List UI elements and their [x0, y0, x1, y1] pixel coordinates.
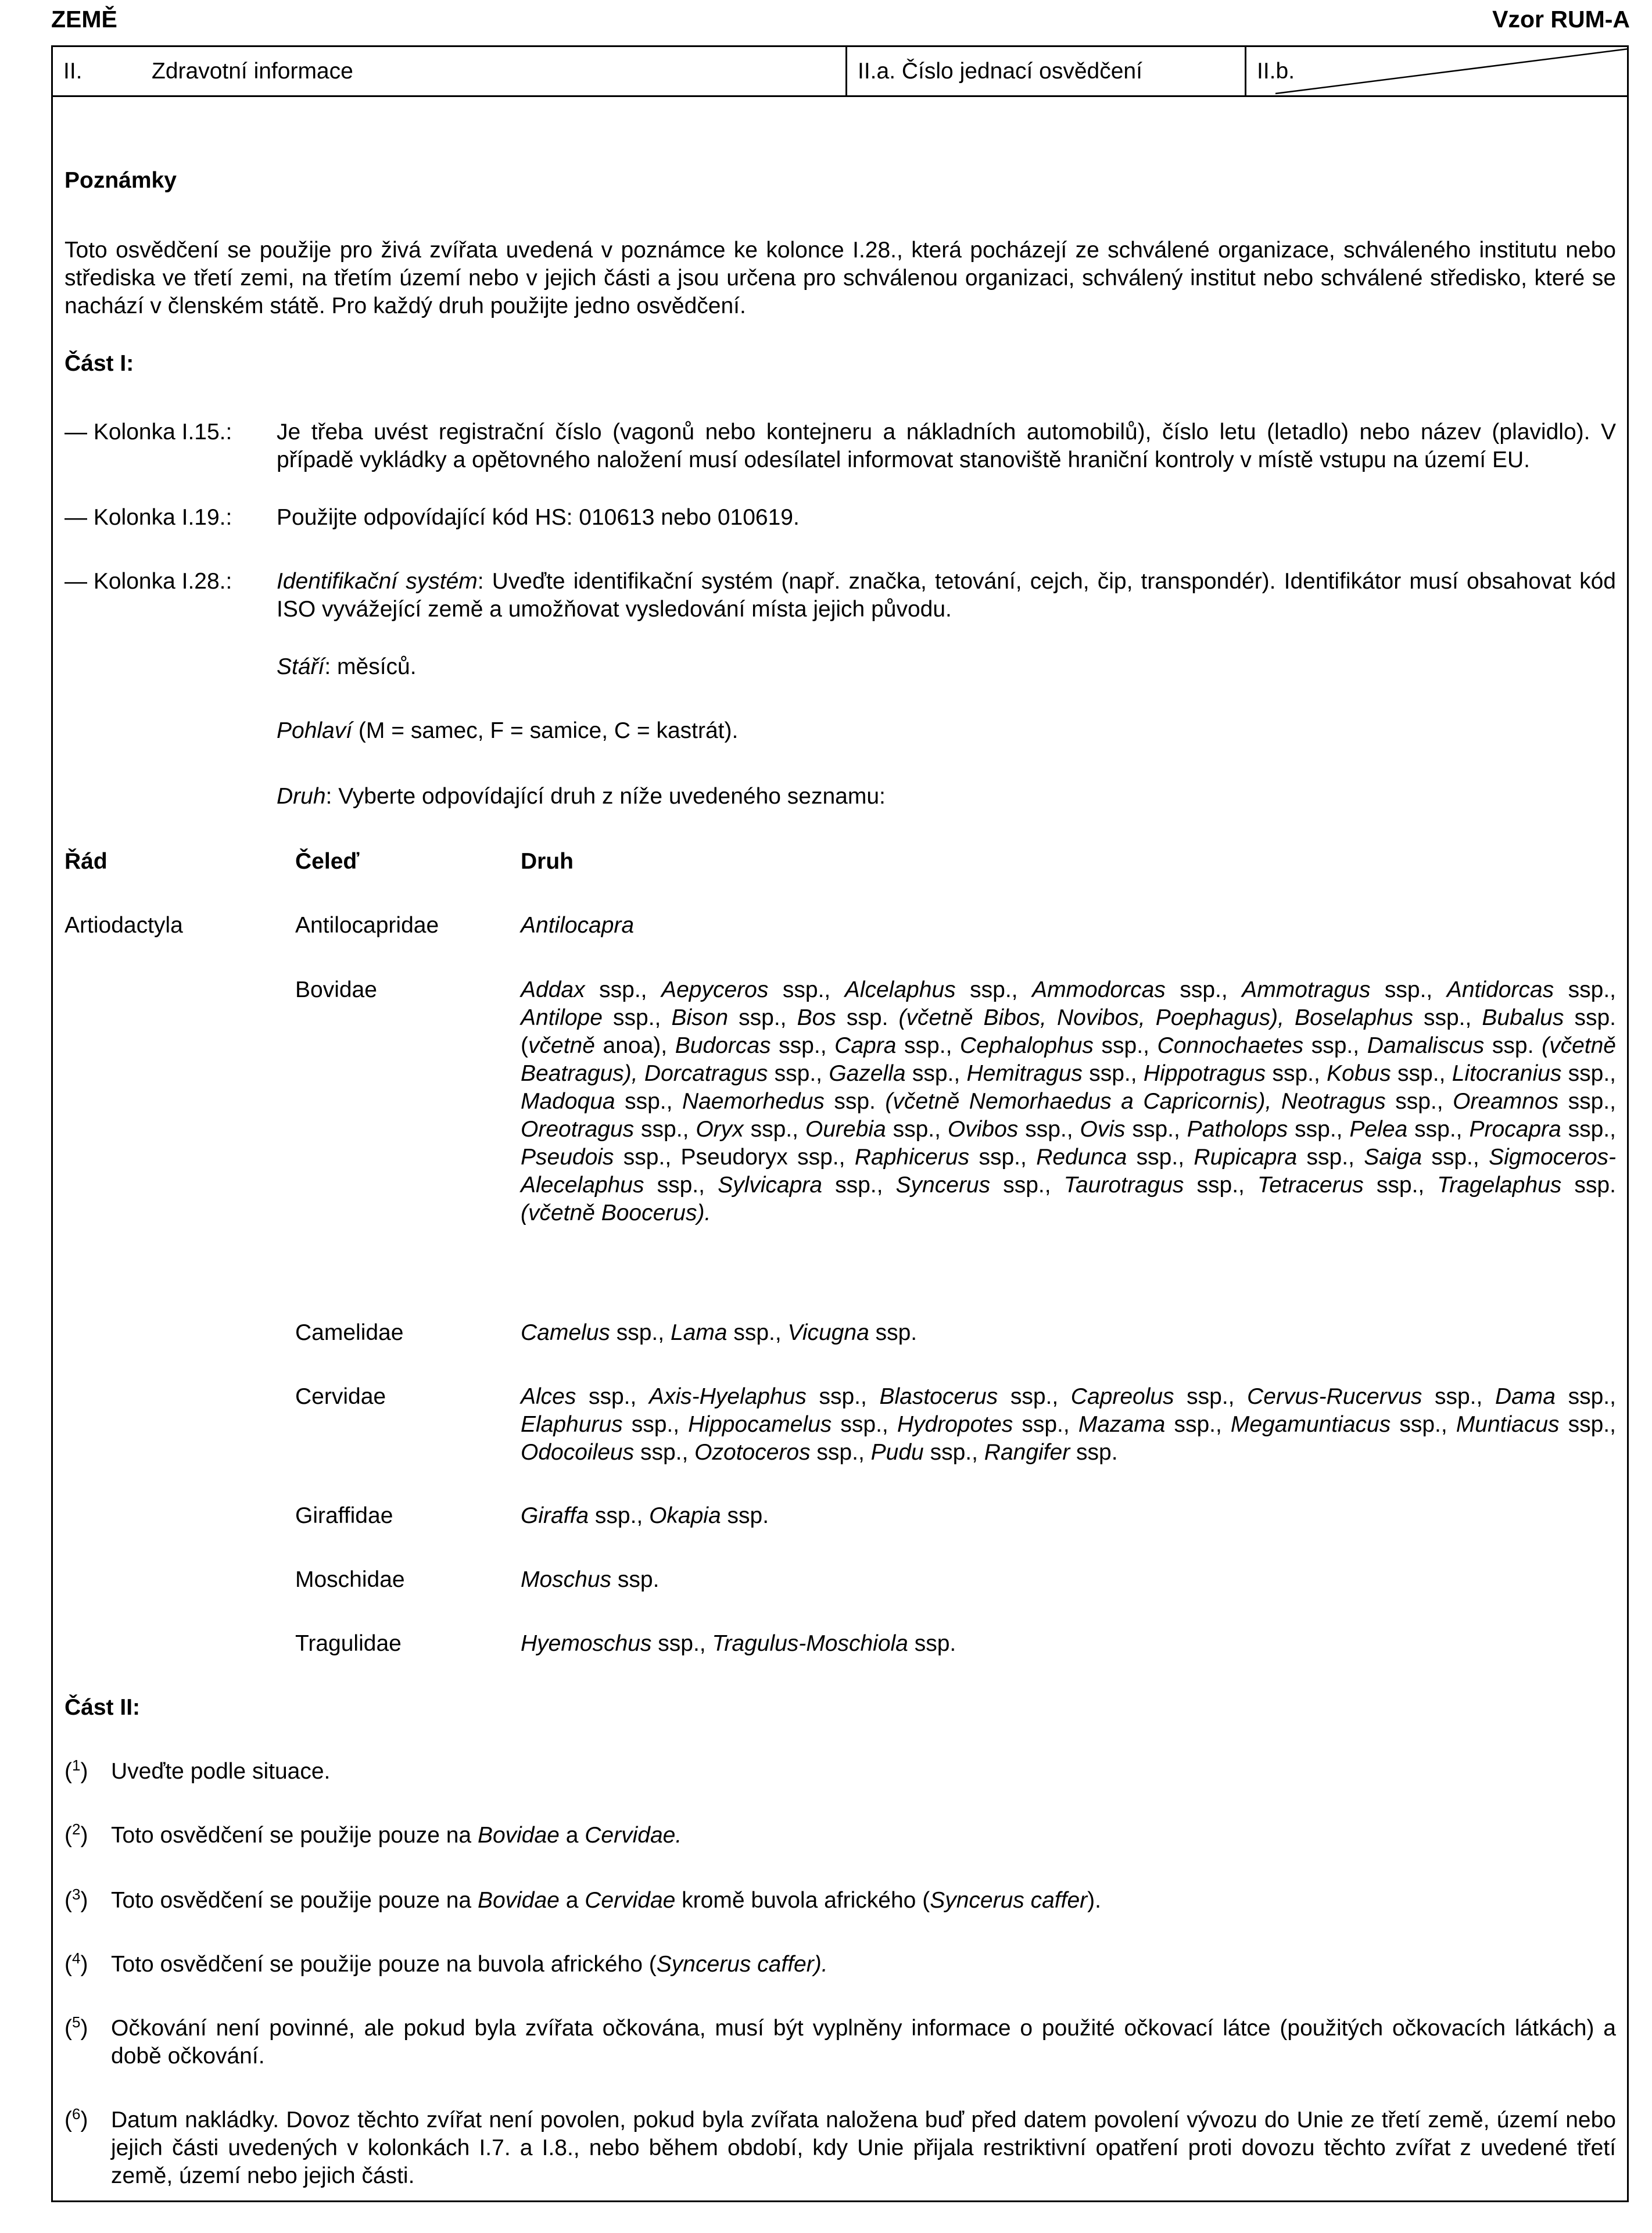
family-name: Antilocapridae	[295, 913, 439, 938]
species-list: Hyemoschus ssp., Tragulus-Moschiola ssp.	[521, 1631, 956, 1656]
footnote-marker: ($^6$)	[64, 2105, 88, 2132]
box-i15-label: — Kolonka I.15.:	[64, 420, 232, 445]
footnote-text: Očkování není povinné, ale pokud byla zvířata očkována, musí být vyplněny informace o použité očkovací látce (použitých očkovacích látkách) a době očkování.	[111, 2016, 1616, 2069]
header-order: Řád	[64, 849, 107, 874]
footnote-text: Toto osvědčení se použije pouze na Bovidae a Cervidae kromě buvola afrického (Syncerus caffer).	[111, 1888, 1101, 1913]
age-line	[277, 653, 1616, 681]
footnote-text: Toto osvědčení se použije pouze na Bovidae a Cervidae.	[111, 1823, 682, 1848]
footnote-marker: ($^4$)	[64, 1949, 88, 1977]
family-name: Camelidae	[295, 1320, 404, 1345]
box-i28-term: Identifikační systém	[277, 569, 478, 594]
family-name: Moschidae	[295, 1567, 405, 1592]
certificate-frame	[51, 45, 1629, 2202]
box-i15-text: Je třeba uvést registrační číslo (vagonů nebo kontejneru a nákladních automobilů), číslo letu (letadlo) nebo název (plavidlo). V případě vykládky a opětovného naložení musí odesílatel informovat stanoviště hraniční kontroly v místě vstupu na území EU.	[277, 420, 1616, 472]
species-list: Alces ssp., Axis-Hyelaphus ssp., Blastocerus ssp., Capreolus ssp., Cervus-Rucervus ssp., Dama ssp., Elaphurus ssp., Hippocamelus ssp., Hydropotes ssp., Mazama ssp., Megamuntiacus ssp., Muntiacus ssp., Odocoileus ssp., Ozotoceros ssp., Pudu ssp., Rangifer ssp.	[521, 1384, 1616, 1465]
notes-title: Poznámky	[64, 168, 177, 193]
footnote-text: Datum nakládky. Dovoz těchto zvířat není povolen, pokud byla zvířata naložena buď před datem povolení vývozu do Unie ze třetí země, území nebo jejich části uvedených v kolonkách I.7. a I.8., nebo během období, kdy Unie přijala restriktivní opatření proti dovozu těchto zvířat z uvedené třetí země, území nebo jejich části.	[111, 2107, 1616, 2188]
species-text: : Vyberte odpovídající druh z níže uvedeného seznamu:	[325, 784, 886, 809]
footnote-marker: ($^3$)	[64, 1886, 88, 1913]
model-label: Vzor RUM-A	[1492, 6, 1630, 33]
header-family: Čeleď	[295, 849, 360, 874]
box-i19-text: Použijte odpovídající kód HS: 010613 nebo 010619.	[277, 505, 800, 530]
country-label: ZEMĚ	[51, 6, 117, 33]
order-name: Artiodactyla	[64, 913, 183, 938]
footnote-text: Uveďte podle situace.	[111, 1759, 331, 1784]
notes-intro: Toto osvědčení se použije pro živá zvířata uvedená v poznámce ke kolonce I.28., která pocházejí ze schválené organizace, schváleného institutu nebo střediska ve třetí zemi, na třetím území nebo v jejich části a jsou určena pro schválenou organizaci, schválený institut nebo schválené středisko, které se nachází v členském státě. Pro každý druh použijte jedno osvědčení.	[64, 238, 1616, 318]
section-number: II.	[63, 59, 83, 84]
footnote-marker: ($^1$)	[64, 1757, 88, 1784]
table-header-row	[53, 47, 1627, 97]
sex-line	[277, 717, 1616, 745]
species-term: Druh	[277, 784, 326, 809]
footnote-marker: ($^5$)	[64, 2013, 88, 2041]
header-species: Druh	[521, 849, 574, 874]
reference-title: Číslo jednací osvědčení	[901, 59, 1142, 84]
sex-text: (M = samec, F = samice, C = kastrát).	[352, 718, 739, 743]
box-i28-label: — Kolonka I.28.:	[64, 569, 232, 594]
family-name: Cervidae	[295, 1384, 386, 1409]
section-cell	[53, 47, 847, 95]
footnote-marker: ($^2$)	[64, 1820, 88, 1848]
box-i28-text: : Uveďte identifikační systém (např. značka, tetování, cejch, čip, transpondér). Identifikátor musí obsahovat kód ISO vyvážející země a umožňovat vysledování místa jejich původu.	[277, 569, 1616, 622]
family-name: Bovidae	[295, 977, 377, 1002]
species-list: Moschus ssp.	[521, 1567, 660, 1592]
species-list: Giraffa ssp., Okapia ssp.	[521, 1503, 769, 1528]
box-i19-label: — Kolonka I.19.:	[64, 505, 232, 530]
age-term: Stáří	[277, 654, 325, 679]
reference-number: II.a.	[858, 59, 896, 84]
reference-cell	[847, 47, 1246, 95]
box-i28-text-block	[277, 568, 1616, 623]
species-list: Camelus ssp., Lama ssp., Vicugna ssp.	[521, 1320, 918, 1345]
footnote-text: Toto osvědčení se použije pouze na buvola afrického (Syncerus caffer).	[111, 1952, 828, 1977]
species-line	[277, 783, 1616, 811]
species-list: Addax ssp., Aepyceros ssp., Alcelaphus ssp., Ammodorcas ssp., Ammotragus ssp., Antidorcas ssp., Antilope ssp., Bison ssp., Bos ssp. (včetně Bibos, Novibos, Poephagus), Boselaphus ssp., Bubalus ssp. (včetně anoa), Budorcas ssp., Capra ssp., Cephalophus ssp., Connochaetes ssp., Damaliscus ssp. (včetně Beatragus), Dorcatragus ssp., Gazella ssp., Hemitragus ssp., Hippotragus ssp., Kobus ssp., Litocranius ssp., Madoqua ssp., Naemorhedus ssp. (včetně Nemorhaedus a Capricornis), Neotragus ssp., Oreamnos ssp., Oreotragus ssp., Oryx ssp., Ourebia ssp., Ovibos ssp., Ovis ssp., Patholops ssp., Pelea ssp., Procapra ssp., Pseudois ssp., Pseudoryx ssp., Raphicerus ssp., Redunca ssp., Rupicapra ssp., Saiga ssp., Sigmoceros-Alecelaphus ssp., Sylvicapra ssp., Syncerus ssp., Taurotragus ssp., Tetracerus ssp., Tragelaphus ssp. (včetně Boocerus).	[521, 977, 1616, 1225]
part2-title: Část II:	[64, 1695, 141, 1720]
iib-label: II.b.	[1257, 59, 1295, 84]
diagonal-line	[1246, 47, 1629, 95]
section-title: Zdravotní informace	[152, 59, 353, 84]
family-name: Tragulidae	[295, 1631, 402, 1656]
sex-term: Pohlaví	[277, 718, 353, 743]
family-name: Giraffidae	[295, 1503, 393, 1528]
age-text: : měsíců.	[324, 654, 417, 679]
species-list: Antilocapra	[521, 913, 635, 938]
part1-title: Část I:	[64, 351, 134, 376]
